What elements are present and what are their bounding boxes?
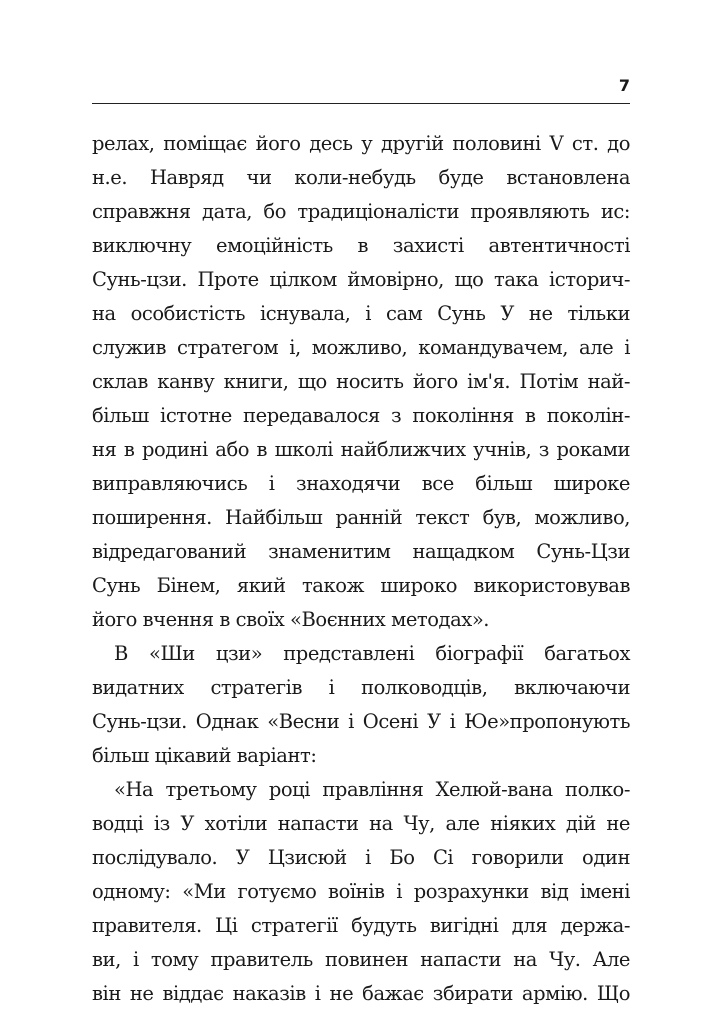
text-line: водці із У хотіли напасти на Чу, але ніяких дій не bbox=[92, 812, 630, 835]
text-line: Сунь-цзи. Однак «Весни і Осені У і Юе»пропонують bbox=[92, 710, 630, 733]
text-line: послідувало. У Цзисюй і Бо Сі говорили один bbox=[92, 846, 630, 869]
text-line: він не віддає наказів і не бажає збирати армію. Що bbox=[92, 982, 630, 1005]
text-line: «На третьому році правління Хелюй-вана полко- bbox=[114, 778, 630, 801]
text-line: релах, поміщає його десь у другій половині V ст. до bbox=[92, 132, 630, 155]
text-line: більш цікавий варіант: bbox=[92, 744, 317, 767]
text-line: Сунь Бінем, який також широко використовував bbox=[92, 574, 630, 597]
text-line: склав канву книги, що носить його ім'я. Потім най- bbox=[92, 370, 630, 393]
text-line: В «Ши цзи» представлені біографії багатьох bbox=[114, 642, 630, 665]
text-line: служив стратегом і, можливо, командувачем, але і bbox=[92, 336, 630, 359]
header-rule bbox=[92, 103, 630, 104]
text-line: правителя. Ці стратегії будуть вигідні для держа- bbox=[92, 914, 630, 937]
text-line: одному: «Ми готуємо воїнів і розрахунки від імені bbox=[92, 880, 630, 903]
text-line: його вчення в своїх «Воєнних методах». bbox=[92, 608, 490, 631]
text-line: відредагований знаменитим нащадком Сунь-Цзи bbox=[92, 540, 630, 563]
text-line: ня в родині або в школі найближчих учнів, з роками bbox=[92, 438, 630, 461]
body-text bbox=[92, 127, 630, 1011]
text-line: виправляючись і знаходячи все більш широке bbox=[92, 472, 630, 495]
text-line: видатних стратегів і полководців, включаючи bbox=[92, 676, 630, 699]
text-line: Сунь-цзи. Проте цілком ймовірно, що така історич- bbox=[92, 268, 630, 291]
text-line: виключну емоційність в захисті автентичності bbox=[92, 234, 630, 257]
text-line: справжня дата, бо традиціоналісти проявляють ис: bbox=[92, 200, 630, 223]
text-line: поширення. Найбільш ранній текст був, можливо, bbox=[92, 506, 630, 529]
text-line: на особистість існувала, і сам Сунь У не тільки bbox=[92, 302, 630, 325]
text-line: ви, і тому правитель повинен напасти на Чу. Але bbox=[92, 948, 630, 971]
text-line: більш істотне передавалося з покоління в поколін- bbox=[92, 404, 630, 427]
text-line: н.е. Навряд чи коли-небудь буде встановлена bbox=[92, 166, 630, 189]
page-number: 7 bbox=[618, 76, 630, 95]
